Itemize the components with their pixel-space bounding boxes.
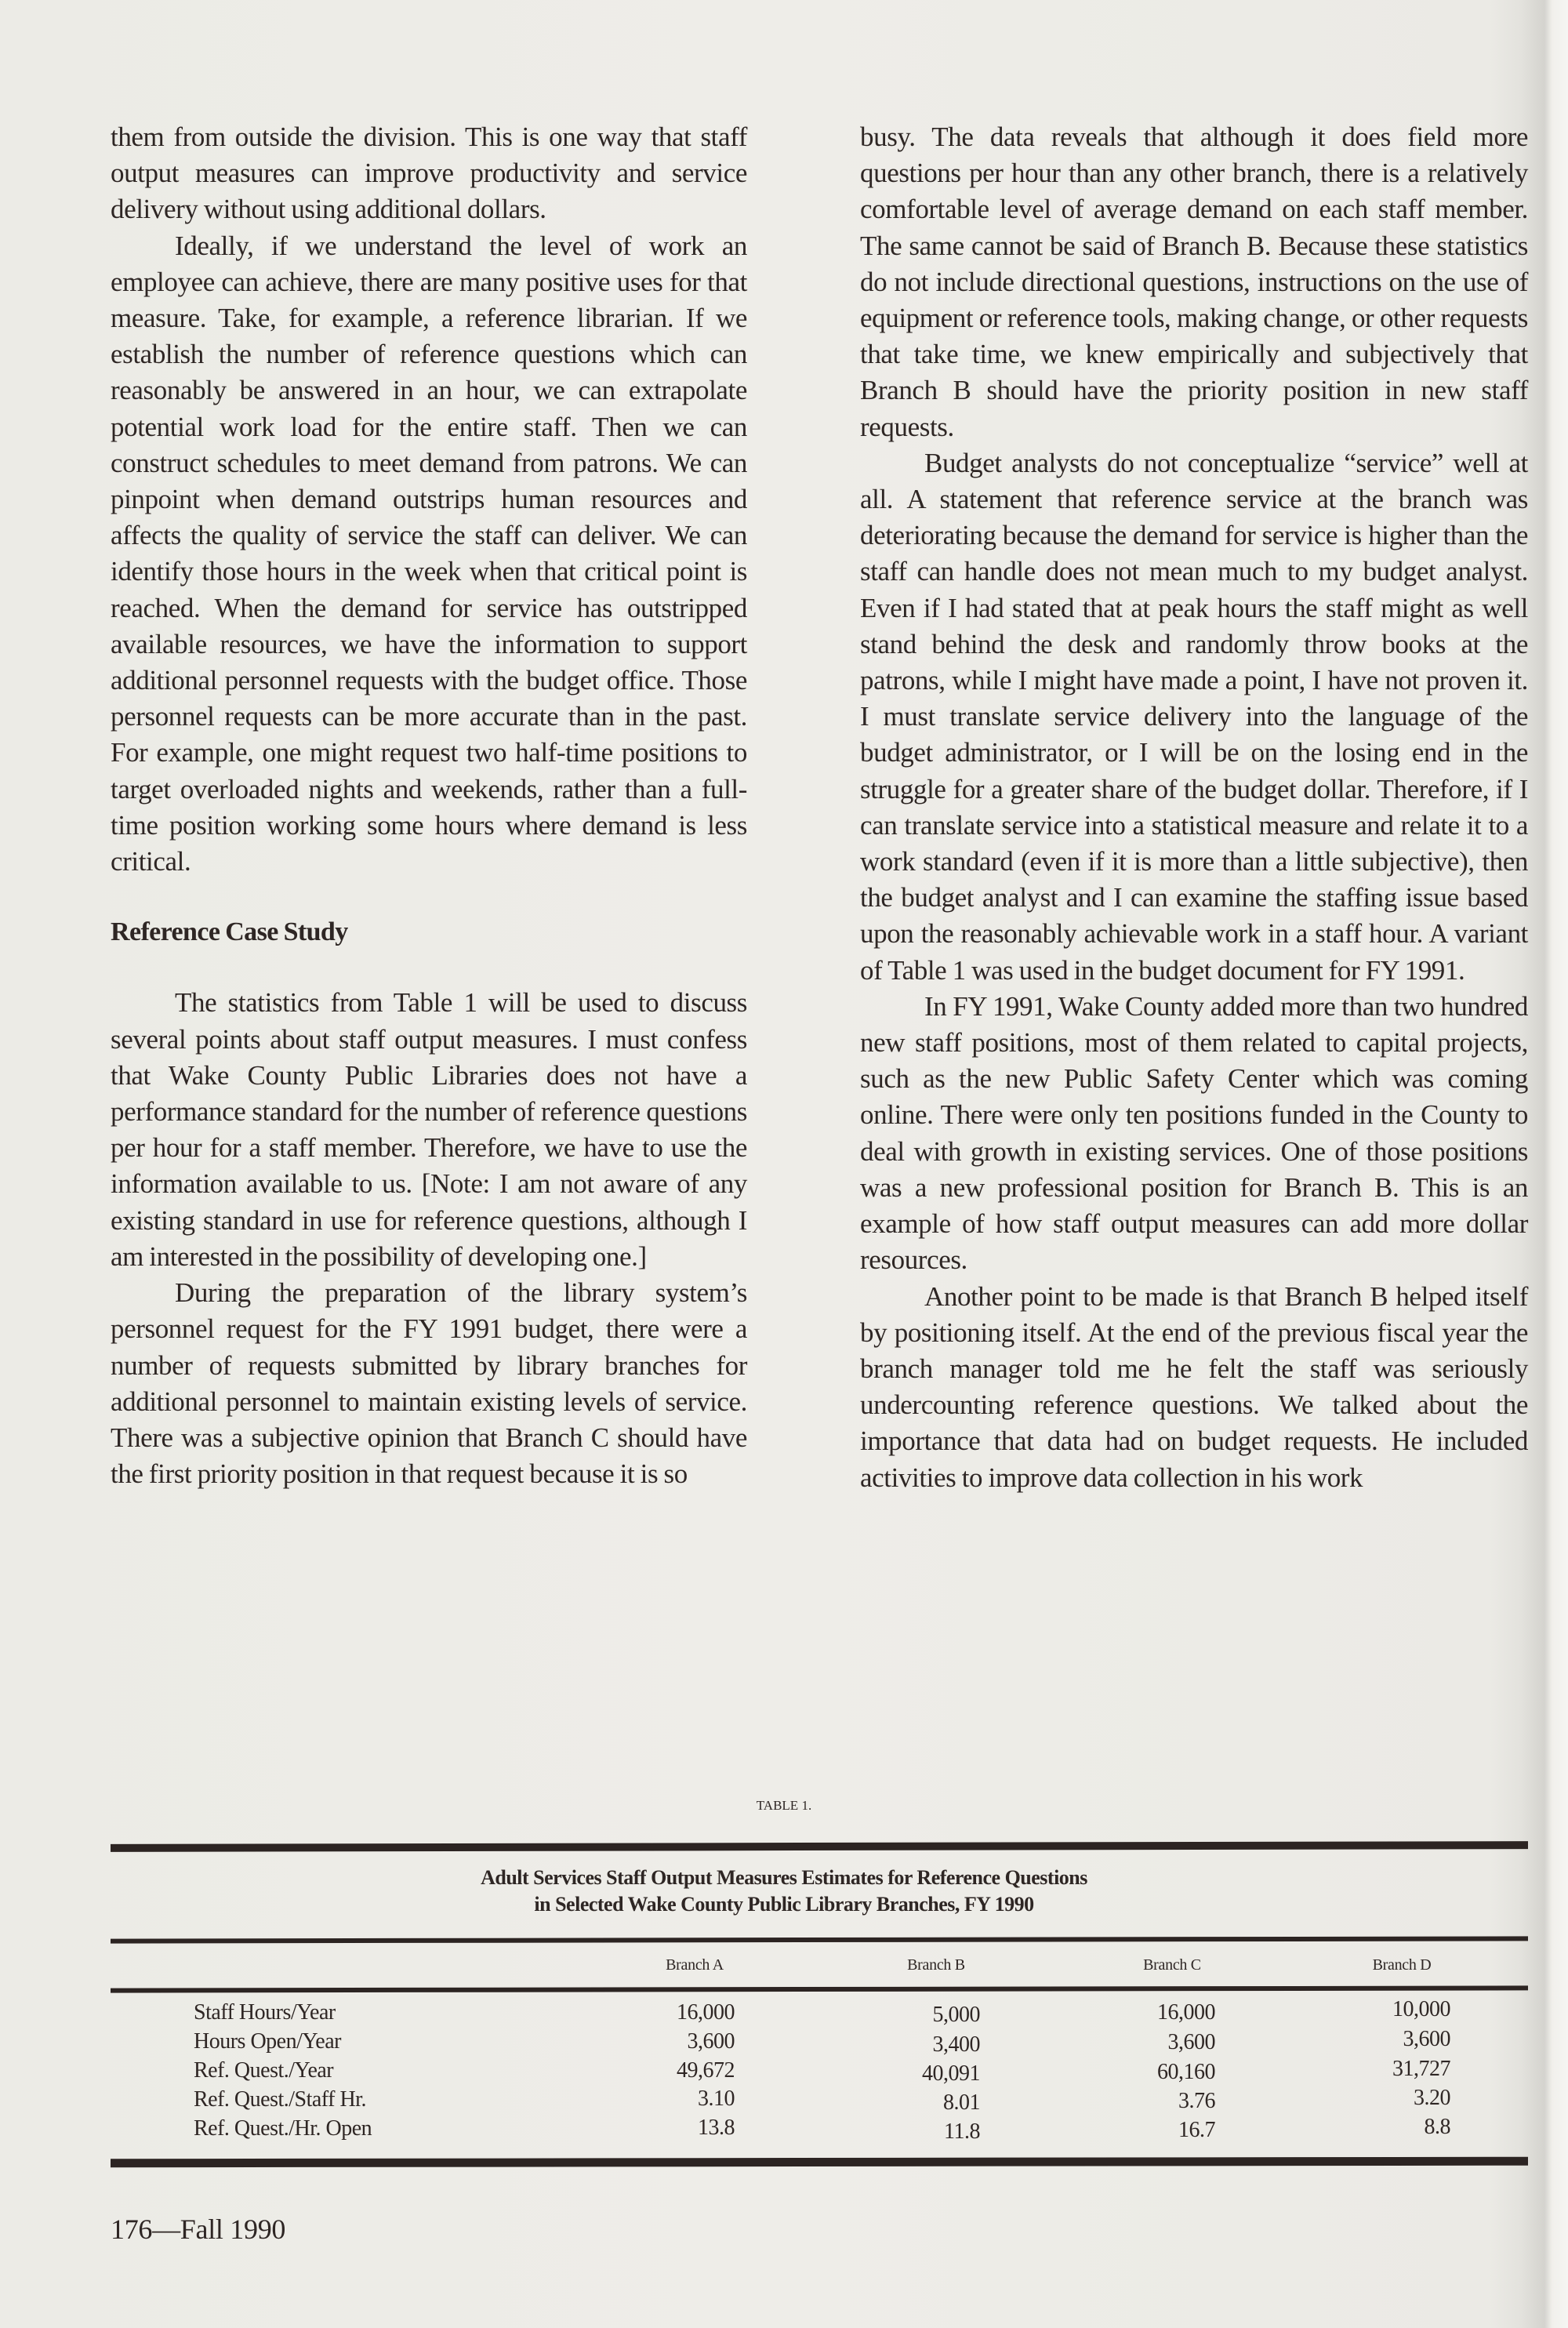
paragraph: Another point to be made is that Branch B helped itself by positioning itself. At the end of the previous fiscal year the branch manager told me he felt the staff was seriously undercounting reference questions. We talked about the importance that data had on budget requests. He included activities to improve data collection in his work xyxy=(860,1280,1528,1493)
table-title-line: Adult Services Staff Output Measures Estimates for Reference Questions xyxy=(481,1866,1087,1889)
table-caption: TABLE 1. xyxy=(756,1798,812,1813)
table-title-line: in Selected Wake County Public Library Branches, FY 1990 xyxy=(534,1893,1034,1916)
table-cell: 13.8 xyxy=(698,2116,735,2140)
table-cell: 3,600 xyxy=(1167,2030,1215,2054)
table-cell: 16,000 xyxy=(1157,2000,1215,2025)
table-cell: 16.7 xyxy=(1178,2118,1215,2142)
column-header-branch-a: Branch A xyxy=(666,1956,724,1974)
paragraph: The statistics from Table 1 will be used to discuss several points about staff output measures. I must confess that Wake County Public Libraries does not have a performance standard for the number of reference questions per hour for a staff member. Therefore, we have to use the information available to us. [Note: I am not aware of any existing standard in use for reference questions, although I am interested in the possibility of developing one.] xyxy=(111,987,747,1272)
table-cell: 10,000 xyxy=(1392,1997,1450,2021)
table-cell: 3.20 xyxy=(1414,2086,1450,2110)
table-bottom-rule xyxy=(111,2157,1528,2168)
table-header-rule-top xyxy=(111,1936,1528,1943)
table-cell: 8.8 xyxy=(1424,2115,1450,2139)
table-cell: 49,672 xyxy=(677,2058,735,2083)
row-label: Ref. Quest./Staff Hr. xyxy=(194,2087,366,2112)
paragraph: them from outside the division. This is one way that staff output measures can improve productivity and service delivery without using additional dollars. xyxy=(111,122,747,225)
table-cell: 3.10 xyxy=(698,2086,735,2111)
table-top-rule xyxy=(111,1841,1528,1852)
paragraph: Ideally, if we understand the level of work an employee can achieve, there are many positive uses for that measure. Take, for example, a reference librarian. If we establish the number of reference questions which can reasonably be answered in an hour, we can extrapolate potential work load for the entire staff. Then we can construct schedules to meet demand from patrons. We can pinpoint when demand outstrips human resources and affects the quality of service the staff can deliver. We can identify those hours in the week when that critical point is reached. When the demand for service has outstripped available resources, we have the information to support additional personnel requests with the budget office. Those personnel requests can be more accurate than in the past. For example, one might request two half-time positions to target overloaded nights and weekends, rather than a full-time position working some hours where demand is less critical. xyxy=(111,230,747,877)
table-cell: 5,000 xyxy=(932,2003,980,2027)
table-cell: 8.01 xyxy=(943,2090,980,2115)
table-header-rule-bottom xyxy=(111,1985,1528,1992)
paragraph: During the preparation of the library system’s personnel request for the FY 1991 budget, there were a number of requests submitted by library branches for additional personnel to maintain existing levels of service. There was a subjective opinion that Branch C should have the first priority position in that request because it is so xyxy=(111,1277,747,1490)
page-footer: 176—Fall 1990 xyxy=(111,2214,286,2245)
table-cell: 3.76 xyxy=(1178,2089,1215,2113)
row-label: Ref. Quest./Hr. Open xyxy=(194,2116,372,2141)
table-title xyxy=(0,1865,1568,1918)
paragraph: In FY 1991, Wake County added more than two hundred new staff positions, most of them related to capital projects, such as the new Public Safety Center which was coming online. There were only ten positions funded in the County to deal with growth in existing services. One of those positions was a new professional position for Branch B. This is an example of how staff output measures can add more dollar resources. xyxy=(860,990,1528,1276)
table-cell: 3,600 xyxy=(1403,2027,1450,2051)
table-cell: 16,000 xyxy=(677,2000,735,2025)
table-cell: 3,400 xyxy=(932,2032,980,2057)
column-header-branch-d: Branch D xyxy=(1372,1956,1432,1974)
column-header-branch-c: Branch C xyxy=(1143,1956,1201,1974)
table-cell: 40,091 xyxy=(922,2061,980,2086)
row-label: Staff Hours/Year xyxy=(194,2000,336,2025)
left-column xyxy=(111,119,747,1492)
paragraph: busy. The data reveals that although it does field more questions per hour than any other branch, there is a relatively comfortable level of average demand on each staff member. The same cannot be said of Branch B. Because these statistics do not include directional questions, instructions on the use of equipment or reference tools, making change, or other requests that take time, we knew empirically and subjectively that Branch B should have the priority position in new staff requests. xyxy=(860,122,1528,442)
table-cell: 31,727 xyxy=(1392,2057,1450,2081)
right-column xyxy=(860,119,1528,1496)
row-label: Hours Open/Year xyxy=(194,2029,341,2054)
table-cell: 60,160 xyxy=(1157,2060,1215,2084)
table-cell: 11.8 xyxy=(944,2119,980,2144)
column-header-branch-b: Branch B xyxy=(907,1956,965,1974)
paragraph: Budget analysts do not conceptualize “service” well at all. A statement that reference service at the branch was deteriorating because the demand for service is higher than the staff can handle does not mean much to my budget analyst. Even if I had stated that at peak hours the staff might as well stand behind the desk and randomly throw books at the patrons, while I might have made a point, I have not proven it. I must translate service delivery into the language of the budget administrator, or I will be on the losing end in the struggle for a greater share of the budget dollar. Therefore, if I can translate service into a statistical measure and relate it to a work standard (even if it is more than a little subjective), then the budget analyst and I can examine the staffing issue based upon the reasonably achievable work in a staff hour. A variant of Table 1 was used in the budget document for FY 1991. xyxy=(860,447,1528,986)
row-label: Ref. Quest./Year xyxy=(194,2058,334,2083)
table-cell: 3,600 xyxy=(687,2029,735,2054)
section-heading: Reference Case Study xyxy=(111,917,348,947)
